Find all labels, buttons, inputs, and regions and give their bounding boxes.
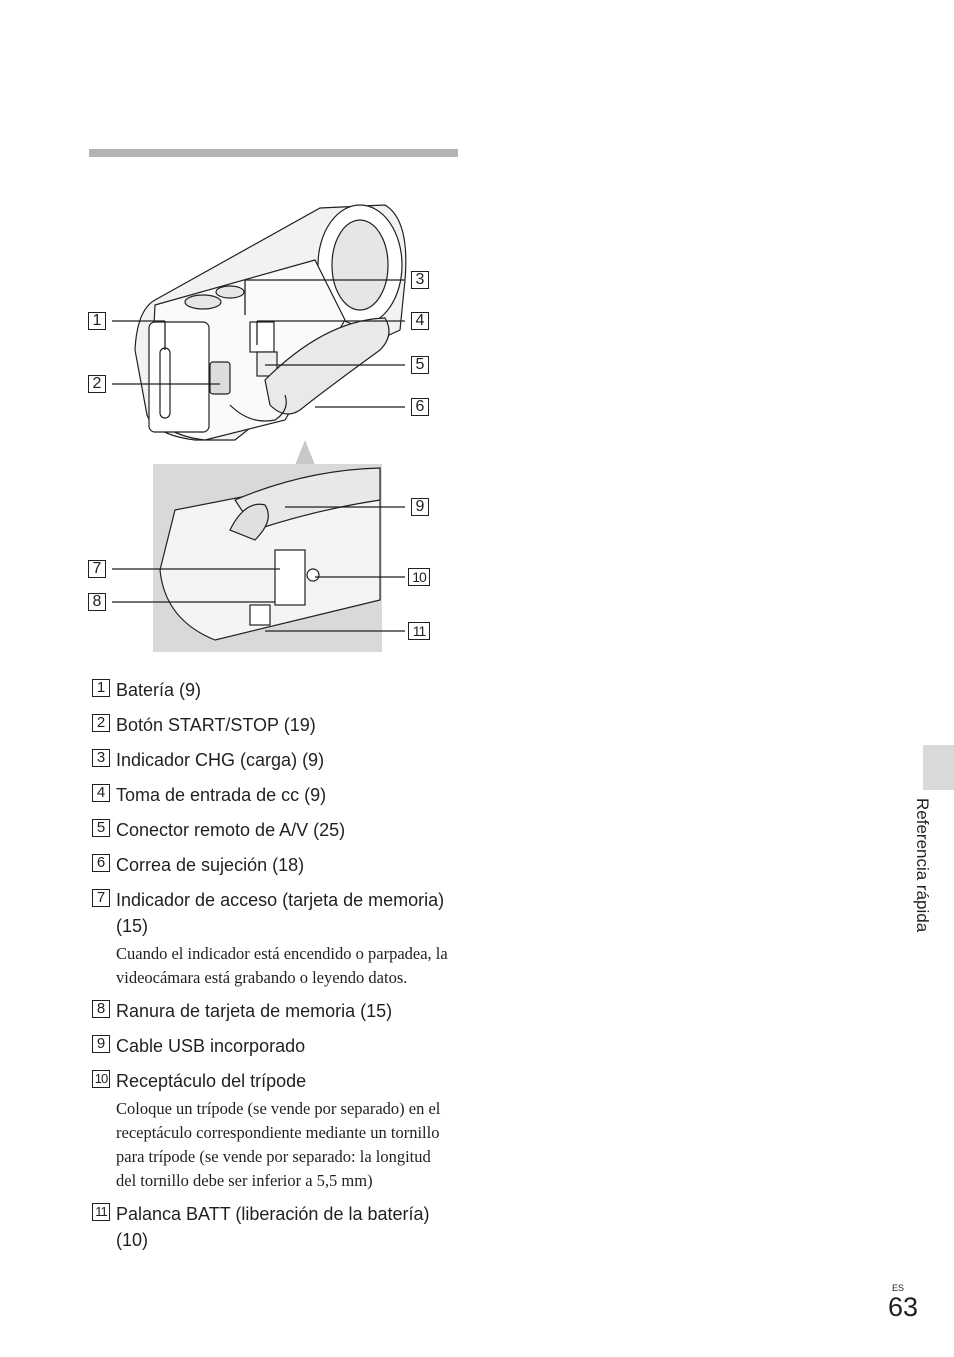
callout-5: 5: [411, 356, 429, 374]
item-label: Batería (9): [116, 680, 202, 700]
item-label: Cable USB incorporado: [116, 1036, 306, 1056]
item-label: Correa de sujeción (18): [116, 855, 305, 875]
item-number: 5: [92, 819, 110, 837]
item-description: Cuando el indicador está encendido o parpadea, la videocámara está grabando o leyendo datos.: [116, 944, 448, 987]
item-number: 4: [92, 784, 110, 802]
item-number: 8: [92, 1000, 110, 1018]
list-item: [92, 817, 452, 843]
list-item: [92, 998, 452, 1024]
list-item: [92, 782, 452, 808]
callout-6: 6: [411, 398, 429, 416]
callout-11: 11: [408, 622, 430, 640]
item-number: 1: [92, 679, 110, 697]
callout-9: 9: [411, 498, 429, 516]
callout-3: 3: [411, 271, 429, 289]
item-label: Indicador CHG (carga) (9): [116, 750, 325, 770]
callout-7: 7: [88, 560, 106, 578]
list-item: [92, 1068, 452, 1094]
language-code: ES: [892, 1283, 905, 1293]
header-rule: [89, 149, 458, 157]
section-tab: [923, 745, 954, 790]
item-label: Toma de entrada de cc (9): [116, 785, 327, 805]
item-label: Botón START/STOP (19): [116, 715, 316, 735]
list-item: [92, 1201, 452, 1253]
list-item: [92, 887, 452, 939]
page-number: 63: [888, 1292, 919, 1322]
item-label: Receptáculo del trípode: [116, 1071, 307, 1091]
camcorder-illustration: [85, 200, 445, 660]
list-item: [92, 712, 452, 738]
list-item: [92, 1033, 452, 1059]
list-item: [92, 677, 452, 703]
section-label: Referencia rápida: [913, 798, 932, 933]
callout-10: 10: [408, 568, 430, 586]
item-label: Palanca BATT (liberación de la batería) (10): [116, 1204, 430, 1250]
item-number: 7: [92, 889, 110, 907]
callout-2: 2: [88, 375, 106, 393]
item-number: 2: [92, 714, 110, 732]
item-number: 6: [92, 854, 110, 872]
list-item: [92, 747, 452, 773]
callout-8: 8: [88, 593, 106, 611]
list-item: [92, 852, 452, 878]
item-label: Indicador de acceso (tarjeta de memoria) (15): [116, 890, 445, 936]
item-number: 10: [92, 1070, 110, 1088]
item-label: Ranura de tarjeta de memoria (15): [116, 1001, 393, 1021]
item-number: 3: [92, 749, 110, 767]
callout-1: 1: [88, 312, 106, 330]
item-description: Coloque un trípode (se vende por separado) en el receptáculo correspondiente mediante un tornillo para trípode (se vende por separado: la longitud del tornillo debe ser inferior a 5,5 mm): [116, 1099, 441, 1190]
parts-list: [92, 677, 452, 1262]
item-label: Conector remoto de A/V (25): [116, 820, 346, 840]
item-number: 11: [92, 1203, 110, 1221]
item-number: 9: [92, 1035, 110, 1053]
camcorder-figure: [85, 200, 445, 660]
callout-4: 4: [411, 312, 429, 330]
